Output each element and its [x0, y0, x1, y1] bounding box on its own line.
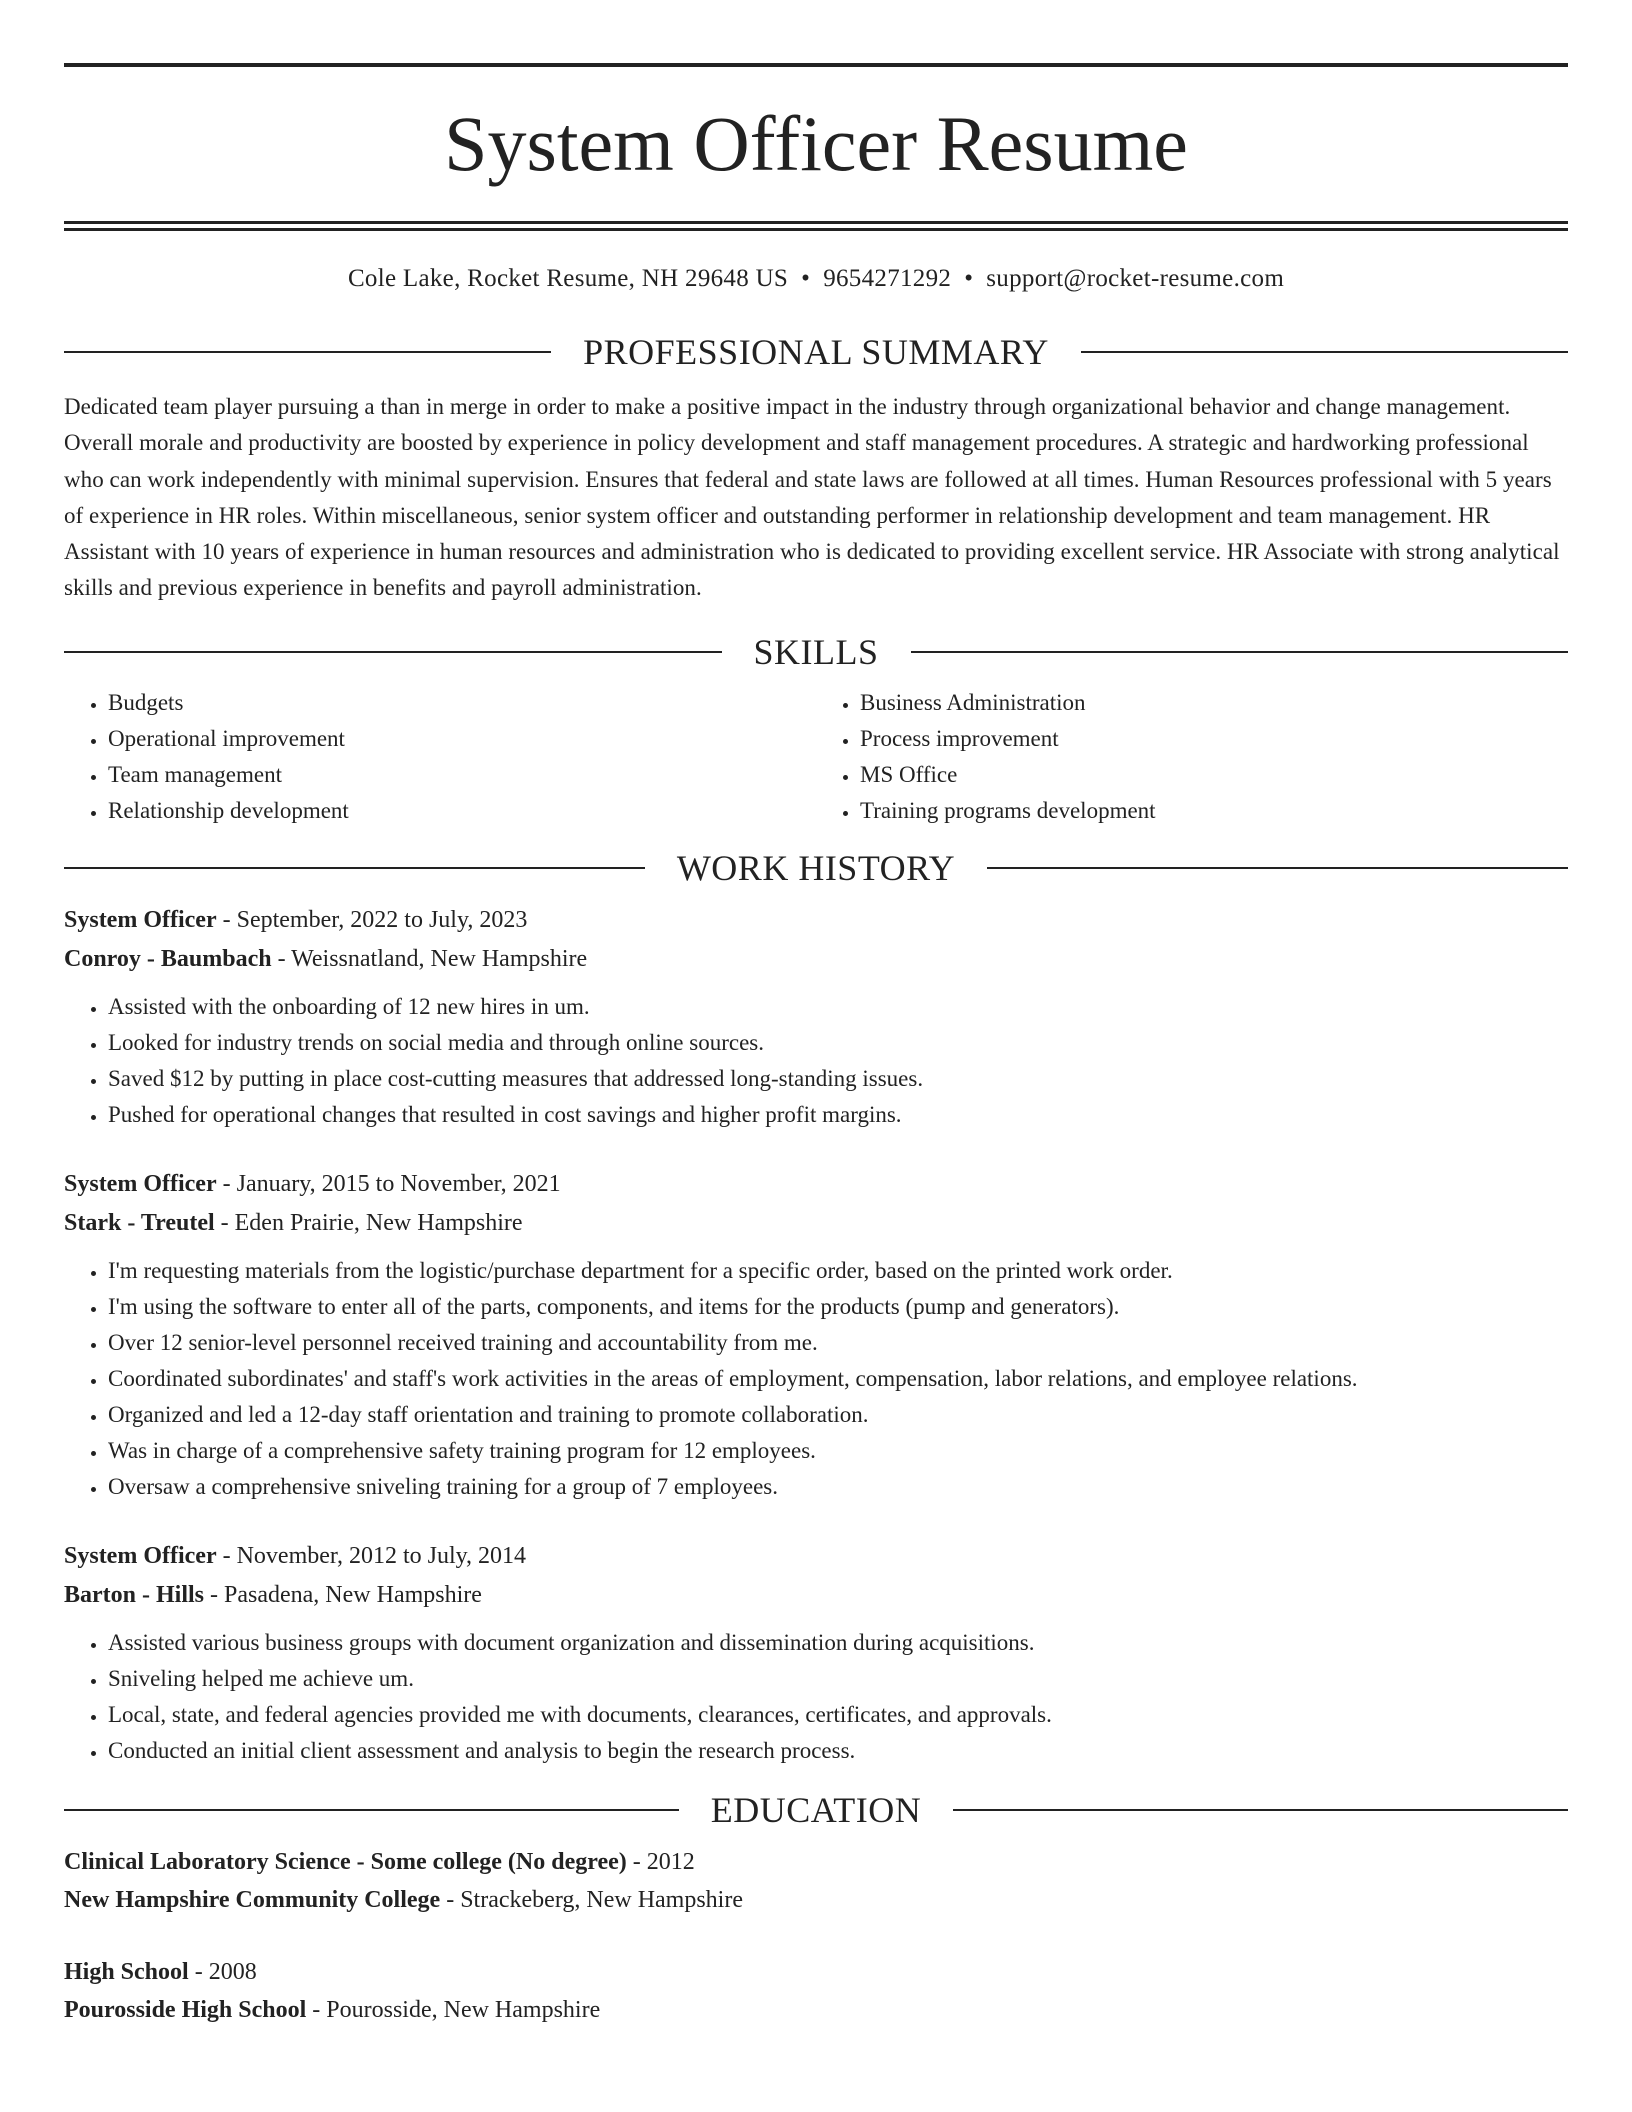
- job-company-line: [64, 1204, 1568, 1243]
- education-school: New Hampshire Community College: [64, 1886, 441, 1913]
- job-location: - Eden Prairie, New Hampshire: [214, 1209, 523, 1236]
- skill-item: • MS Office: [860, 757, 1568, 793]
- page-title: System Officer Resume: [444, 100, 1188, 187]
- job-entry: [64, 1537, 1568, 1769]
- contact-address: Cole Lake, Rocket Resume, NH 29648 US: [347, 265, 789, 292]
- heading-rule-left: [64, 1809, 679, 1811]
- heading-rule-right: [987, 867, 1568, 869]
- summary-heading: PROFESSIONAL SUMMARY: [583, 332, 1049, 372]
- education-heading: EDUCATION: [710, 1789, 922, 1830]
- education-degree-line: [64, 1953, 1568, 1991]
- skill-item: • Relationship development: [108, 793, 816, 829]
- skill-item: • Training programs development: [860, 793, 1568, 829]
- heading-rule-left: [64, 351, 551, 353]
- job-company-line: [64, 1576, 1568, 1615]
- job-title-line: [64, 1537, 1568, 1576]
- heading-rule-right: [953, 1809, 1568, 1811]
- job-company-line: [64, 940, 1568, 979]
- job-title: System Officer: [64, 1170, 217, 1197]
- education-degree-line: [64, 1843, 1568, 1881]
- job-dates: - November, 2012 to July, 2014: [216, 1542, 527, 1569]
- job-bullets: [64, 989, 1568, 1133]
- skills-section-heading: [64, 627, 1568, 677]
- job-bullet: • Pushed for operational changes that resulted in cost savings and higher profit margins.: [108, 1097, 1568, 1133]
- skill-item: • Team management: [108, 757, 816, 793]
- contact-email: support@rocket-resume.com: [986, 265, 1285, 292]
- education-year: - 2012: [626, 1848, 695, 1875]
- skills-heading: SKILLS: [753, 631, 879, 672]
- job-bullet: • Assisted various business groups with document organization and dissemination during acquisitions.: [108, 1625, 1568, 1661]
- job-title: System Officer: [64, 1542, 217, 1569]
- contact-phone: 9654271292: [823, 265, 952, 292]
- job-bullet: • Conducted an initial client assessment and analysis to begin the research process.: [108, 1733, 1568, 1769]
- heading-rule-right: [1081, 351, 1568, 353]
- job-location: - Weissnatland, New Hampshire: [271, 945, 588, 972]
- job-company: Conroy - Baumbach: [64, 945, 272, 972]
- title-double-rule: [64, 221, 1568, 231]
- education-entry: [64, 1843, 1568, 1919]
- job-company: Stark - Treutel: [64, 1209, 215, 1236]
- education-degree: Clinical Laboratory Science - Some college (No degree): [64, 1848, 627, 1875]
- heading-rule-left: [64, 867, 645, 869]
- job-entry: [64, 1165, 1568, 1505]
- skill-item: • Business Administration: [860, 685, 1568, 721]
- contact-separator: •: [964, 265, 974, 292]
- summary-text: Dedicated team player pursuing a than in merge in order to make a positive impact in the industry through organizational behavior and change management. Overall morale and productivity are boosted by experience in policy development and staff management procedures. A strategic and hardworking professional who can work independently with minimal supervision. Ensures that federal and state laws are followed at all times. Human Resources professional with 5 years of experience in HR roles. Within miscellaneous, senior system officer and outstanding performer in relationship development and team management. HR Assistant with 10 years of experience in human resources and administration who is dedicated to providing excellent service. HR Associate with strong analytical skills and previous experience in benefits and payroll administration.: [64, 394, 1560, 601]
- skills-list: [64, 685, 1568, 829]
- job-bullet: • Over 12 senior-level personnel received training and accountability from me.: [108, 1325, 1568, 1361]
- job-bullet: • Sniveling helped me achieve um.: [108, 1661, 1568, 1697]
- job-bullets: [64, 1253, 1568, 1505]
- job-bullet: • Assisted with the onboarding of 12 new hires in um.: [108, 989, 1568, 1025]
- top-rule: [64, 63, 1568, 67]
- heading-rule-left: [64, 651, 722, 653]
- job-title-line: [64, 901, 1568, 940]
- job-dates: - January, 2015 to November, 2021: [216, 1170, 561, 1197]
- education-school-line: [64, 1881, 1568, 1919]
- job-company: Barton - Hills: [64, 1581, 205, 1608]
- education-location: - Strackeberg, New Hampshire: [440, 1886, 743, 1913]
- work-heading: WORK HISTORY: [676, 847, 956, 888]
- skill-item: • Operational improvement: [108, 721, 816, 757]
- job-entry: [64, 901, 1568, 1133]
- skill-item: • Budgets: [108, 685, 816, 721]
- education-degree: High School: [64, 1958, 189, 1985]
- skills-column-right: [816, 685, 1568, 829]
- summary-section-heading: [64, 327, 1568, 377]
- heading-rule-right: [911, 651, 1569, 653]
- job-location: - Pasadena, New Hampshire: [204, 1581, 482, 1608]
- skill-item: • Process improvement: [860, 721, 1568, 757]
- education-location: - Pourosside, New Hampshire: [306, 1996, 601, 2023]
- education-section-heading: [64, 1785, 1568, 1835]
- job-bullet: • Looked for industry trends on social media and through online sources.: [108, 1025, 1568, 1061]
- job-bullet: • Saved $12 by putting in place cost-cutting measures that addressed long-standing issues.: [108, 1061, 1568, 1097]
- work-section-heading: [64, 843, 1568, 893]
- job-bullet: • Coordinated subordinates' and staff's work activities in the areas of employment, compensation, labor relations, and employee relations.: [108, 1361, 1568, 1397]
- resume-page: [64, 0, 1568, 2029]
- education-year: - 2008: [188, 1958, 257, 1985]
- job-bullet: • Organized and led a 12-day staff orientation and training to promote collaboration.: [108, 1397, 1568, 1433]
- job-bullets: [64, 1625, 1568, 1769]
- education-entry: [64, 1953, 1568, 2029]
- job-bullet: • Oversaw a comprehensive sniveling training for a group of 7 employees.: [108, 1469, 1568, 1505]
- job-dates: - September, 2022 to July, 2023: [216, 906, 528, 933]
- job-bullet: • I'm requesting materials from the logistic/purchase department for a specific order, based on the printed work order.: [108, 1253, 1568, 1289]
- job-bullet: • Local, state, and federal agencies provided me with documents, clearances, certificates, and approvals.: [108, 1697, 1568, 1733]
- education-school-line: [64, 1991, 1568, 2029]
- skills-column-left: [64, 685, 816, 829]
- job-bullet: • Was in charge of a comprehensive safety training program for 12 employees.: [108, 1433, 1568, 1469]
- contact-separator: •: [801, 265, 811, 292]
- job-title-line: [64, 1165, 1568, 1204]
- education-school: Pourosside High School: [64, 1996, 307, 2023]
- contact-line: [64, 263, 1568, 295]
- job-title: System Officer: [64, 906, 217, 933]
- job-bullet: • I'm using the software to enter all of the parts, components, and items for the products (pump and generators).: [108, 1289, 1568, 1325]
